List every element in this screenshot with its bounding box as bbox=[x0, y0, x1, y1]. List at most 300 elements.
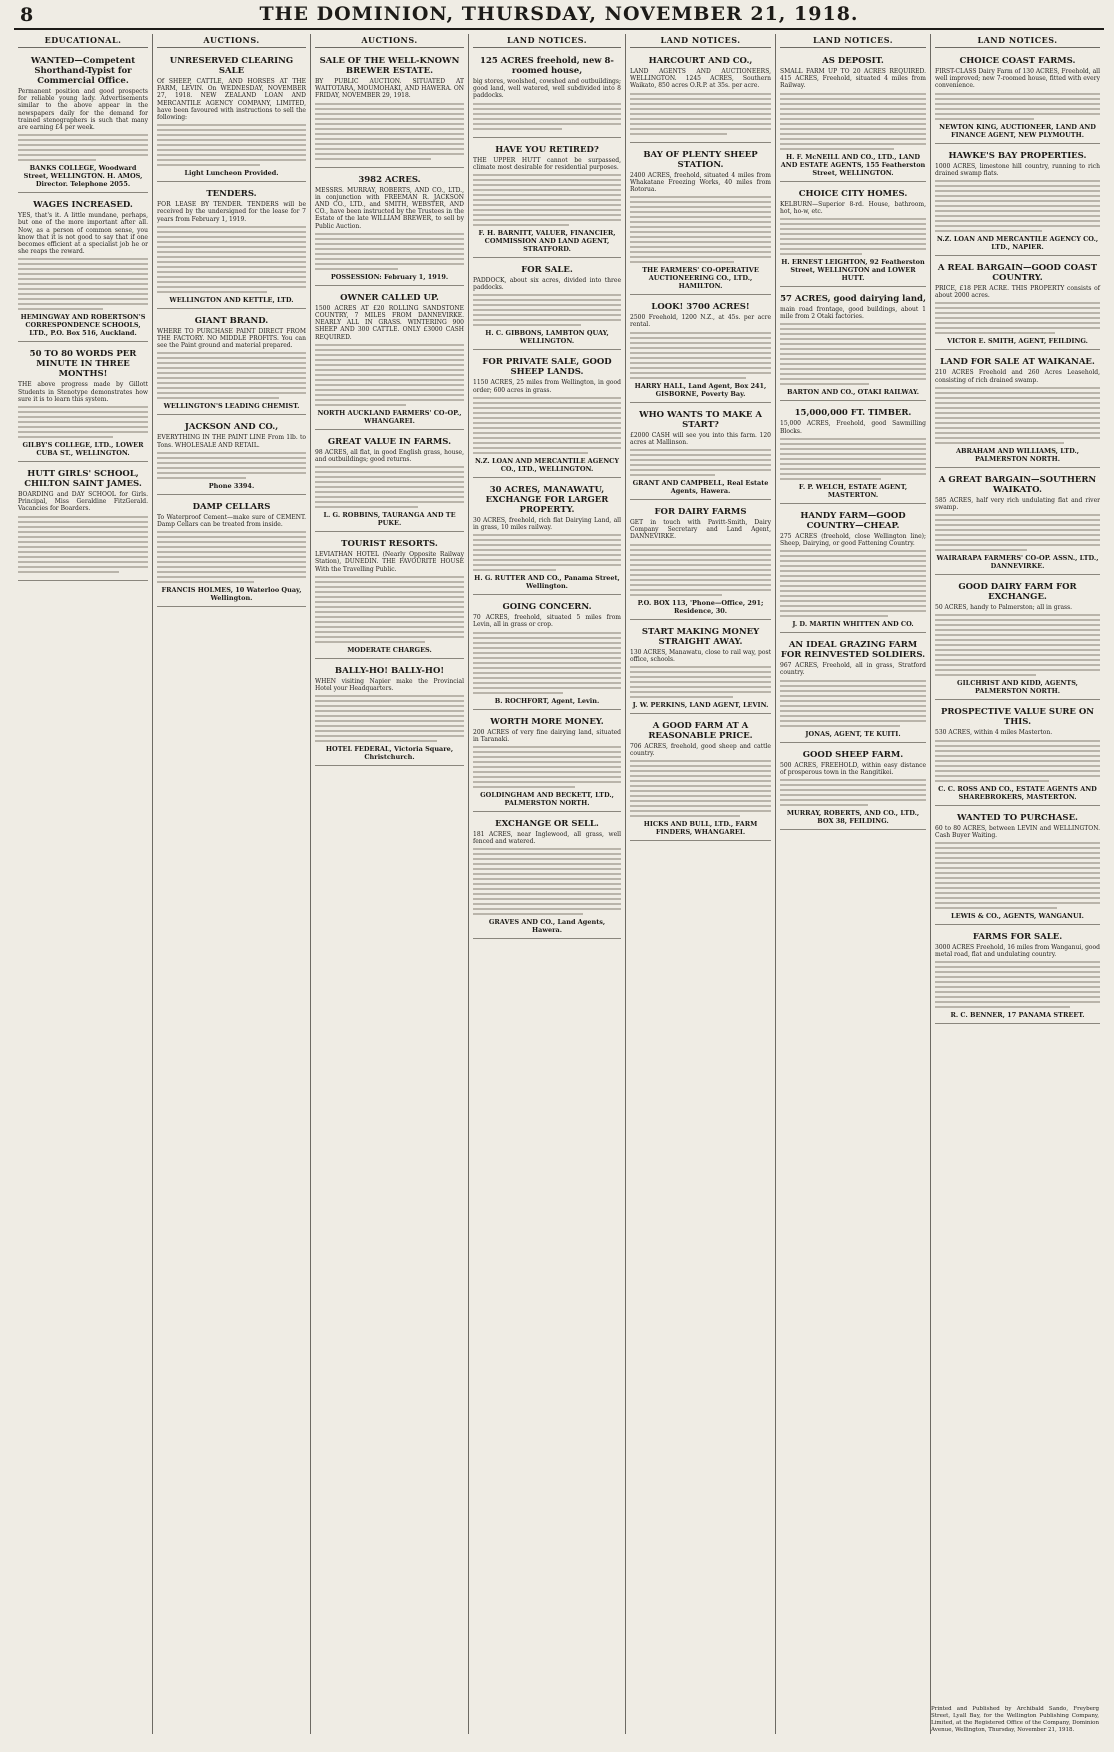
text-line bbox=[473, 319, 621, 321]
text-line bbox=[315, 606, 464, 608]
text-line bbox=[473, 903, 621, 905]
advertisement bbox=[473, 815, 621, 939]
text-line bbox=[630, 241, 771, 243]
text-line bbox=[18, 144, 148, 146]
text-line bbox=[630, 464, 771, 466]
text-line bbox=[935, 93, 1100, 95]
text-line bbox=[935, 862, 1100, 864]
text-line bbox=[473, 437, 621, 439]
ad-headline: LOOK! 3700 ACRES! bbox=[651, 302, 750, 313]
text-line bbox=[780, 338, 926, 340]
text-line bbox=[473, 888, 621, 890]
text-line bbox=[780, 323, 926, 325]
text-line bbox=[780, 478, 881, 480]
text-line bbox=[780, 710, 926, 712]
text-line bbox=[630, 362, 771, 364]
ad-headline: HUTT GIRLS' SCHOOL, CHILTON SAINT JAMES. bbox=[24, 469, 142, 490]
text-line bbox=[473, 559, 621, 561]
text-line bbox=[935, 514, 1100, 516]
text-line bbox=[473, 204, 621, 206]
text-line bbox=[315, 496, 464, 498]
text-line bbox=[780, 705, 926, 707]
ad-body: LEVIATHAN HOTEL (Nearly Opposite Railway Station), DUNEDIN. THE FAVOURITE HOUSE With the Travelling Public. bbox=[315, 551, 464, 573]
text-line bbox=[780, 595, 926, 597]
ad-signature: GILBY'S COLLEGE, LTD., LOWER CUBA ST., WELLINGTON. bbox=[22, 441, 144, 458]
ad-body: 275 ACRES (freehold, close Wellington line); Sheep, Dairying, or good Fattening Country. bbox=[780, 532, 926, 548]
text-line bbox=[630, 666, 771, 668]
text-line bbox=[935, 674, 1036, 676]
ad-body: 181 ACRES, near Inglewood, all grass, well fenced and watered. bbox=[473, 831, 621, 846]
text-line bbox=[630, 671, 771, 673]
text-line bbox=[315, 506, 418, 508]
ad-headline: WAGES INCREASED. bbox=[33, 200, 133, 211]
advertisement bbox=[473, 598, 621, 709]
text-line bbox=[780, 383, 869, 385]
text-line bbox=[935, 669, 1100, 671]
text-line bbox=[935, 981, 1100, 983]
text-line bbox=[315, 148, 464, 150]
advertisement bbox=[473, 713, 621, 812]
text-line bbox=[18, 416, 148, 418]
text-line bbox=[630, 256, 771, 258]
text-line bbox=[315, 123, 464, 125]
text-line bbox=[935, 842, 1100, 844]
text-line bbox=[18, 134, 148, 136]
text-line bbox=[630, 211, 771, 213]
text-line bbox=[935, 108, 1100, 110]
text-line bbox=[935, 113, 1100, 115]
text-line bbox=[18, 139, 148, 141]
advertisement bbox=[630, 146, 771, 296]
text-line bbox=[473, 402, 621, 404]
text-line bbox=[157, 452, 306, 454]
text-line bbox=[315, 394, 464, 396]
text-line bbox=[780, 784, 926, 786]
ad-body: 15,000 ACRES, Freehold, good Sawmilling Blocks. bbox=[780, 420, 926, 435]
ad-body: big stores, woolshed, cowshed and outbuildings; good land, well watered, well subdivided into 8 paddocks. bbox=[473, 78, 621, 100]
text-line bbox=[315, 379, 464, 381]
ad-signature: WELLINGTON'S LEADING CHEMIST. bbox=[163, 402, 300, 411]
ad-headline: FOR PRIVATE SALE, GOOD SHEEP LANDS. bbox=[482, 357, 612, 378]
text-line bbox=[935, 740, 1100, 742]
text-line bbox=[473, 209, 621, 211]
ad-signature: GRANT AND CAMPBELL, Real Estate Agents, Hawera. bbox=[632, 479, 769, 496]
text-line bbox=[473, 407, 621, 409]
ad-signature: WELLINGTON AND KETTLE, LTD. bbox=[169, 295, 294, 304]
text-line bbox=[315, 238, 464, 240]
text-line bbox=[473, 309, 621, 311]
ad-body: 50 ACRES, handy to Palmerston; all in grass. bbox=[935, 604, 1073, 612]
section-heading: LAND NOTICES. bbox=[473, 34, 621, 48]
ad-signature: WAIRARAPA FARMERS' CO-OP. ASSN., LTD., DANNEVIRKE. bbox=[936, 554, 1099, 571]
ad-text-lines bbox=[780, 779, 926, 806]
text-line bbox=[18, 431, 148, 433]
text-line bbox=[935, 745, 1100, 747]
ad-headline: 3982 ACRES. bbox=[358, 174, 421, 185]
text-line bbox=[780, 680, 926, 682]
text-line bbox=[473, 427, 621, 429]
ad-headline: 57 ACRES, good dairying land, bbox=[780, 294, 926, 305]
text-line bbox=[630, 579, 771, 581]
text-line bbox=[18, 411, 148, 413]
text-line bbox=[780, 690, 926, 692]
text-line bbox=[780, 343, 926, 345]
ad-signature: Light Luncheon Provided. bbox=[184, 169, 279, 178]
text-line bbox=[473, 189, 621, 191]
ad-headline: WORTH MORE MONEY. bbox=[490, 716, 604, 727]
text-line bbox=[935, 332, 1055, 334]
text-line bbox=[935, 966, 1100, 968]
advertisement bbox=[780, 507, 926, 633]
text-line bbox=[473, 746, 621, 748]
ad-headline: SALE OF THE WELL-KNOWN BREWER ESTATE. bbox=[319, 56, 460, 76]
text-line bbox=[780, 555, 926, 557]
ad-headline: TENDERS. bbox=[206, 189, 257, 200]
text-line bbox=[935, 529, 1100, 531]
text-line bbox=[473, 103, 621, 105]
text-line bbox=[315, 730, 464, 732]
ad-signature: GOLDINGHAM AND BECKETT, LTD., PALMERSTON NORTH. bbox=[480, 791, 614, 808]
text-line bbox=[780, 373, 926, 375]
ad-text-lines bbox=[780, 550, 926, 617]
advertisement bbox=[935, 353, 1100, 467]
text-line bbox=[473, 442, 621, 444]
ad-text-lines bbox=[473, 294, 621, 326]
text-line bbox=[157, 251, 306, 253]
text-line bbox=[473, 417, 621, 419]
text-line bbox=[18, 303, 148, 305]
text-line bbox=[157, 144, 306, 146]
text-line bbox=[18, 571, 119, 573]
ad-body: 706 ACRES, freehold, good sheep and cattle country. bbox=[630, 743, 771, 758]
text-line bbox=[473, 422, 621, 424]
text-line bbox=[780, 720, 926, 722]
ad-signature: F. P. WELCH, ESTATE AGENT, MASTERTON. bbox=[798, 482, 908, 499]
text-line bbox=[473, 564, 621, 566]
text-line bbox=[630, 347, 771, 349]
ad-body: 98 ACRES, all flat, in good English grass, house, and outbuildings; good returns. bbox=[315, 448, 464, 464]
text-line bbox=[630, 367, 771, 369]
text-line bbox=[630, 372, 771, 374]
ad-body: 210 ACRES Freehold and 260 Acres Leasehold, consisting of rich drained swamp. bbox=[935, 369, 1100, 384]
text-line bbox=[315, 695, 464, 697]
text-line bbox=[630, 357, 771, 359]
text-line bbox=[315, 399, 464, 401]
text-line bbox=[315, 591, 464, 593]
text-line bbox=[935, 659, 1100, 661]
ad-signature: H. C. GIBBONS, LAMBTON QUAY, WELLINGTON. bbox=[485, 329, 609, 346]
text-line bbox=[630, 261, 734, 263]
ad-signature: P.O. BOX 113, 'Phone—Office, 291; Residence, 30. bbox=[637, 598, 764, 615]
text-line bbox=[157, 467, 306, 469]
ad-text-lines bbox=[935, 614, 1100, 676]
text-line bbox=[473, 647, 621, 649]
text-line bbox=[315, 233, 464, 235]
text-line bbox=[780, 565, 926, 567]
text-line bbox=[473, 863, 621, 865]
ad-signature: N.Z. LOAN AND MERCANTILE AGENCY CO., LTD., NAPIER. bbox=[936, 235, 1099, 252]
ad-body: Permanent position and good prospects for reliable young lady. Advertisements similar to the above appear in the newspapers daily for the demand for trained stenographers is such that many are earning £4 per week. bbox=[18, 88, 148, 132]
ad-body: THE UPPER HUTT cannot be surpassed, climate most desirable for residential purposes. bbox=[473, 156, 621, 171]
text-line bbox=[780, 98, 926, 100]
text-line bbox=[473, 692, 563, 694]
text-line bbox=[630, 795, 771, 797]
text-line bbox=[780, 458, 926, 460]
text-line bbox=[315, 611, 464, 613]
text-line bbox=[157, 357, 306, 359]
ad-body: main road frontage, good buildings, about 1 mile from 2 Otaki factories. bbox=[780, 306, 926, 321]
ad-signature: VICTOR E. SMITH, AGENT, FEILDING. bbox=[947, 337, 1088, 346]
text-line bbox=[315, 581, 464, 583]
text-line bbox=[780, 453, 926, 455]
text-line bbox=[157, 236, 306, 238]
text-line bbox=[630, 103, 771, 105]
ad-signature: HOTEL FEDERAL, Victoria Square, Christchurch. bbox=[325, 745, 454, 762]
text-line bbox=[630, 246, 771, 248]
text-line bbox=[935, 549, 1027, 551]
advertisement bbox=[18, 345, 148, 462]
advertisement bbox=[315, 171, 464, 286]
text-line bbox=[935, 412, 1100, 414]
text-line bbox=[935, 755, 1100, 757]
text-line bbox=[315, 576, 464, 578]
text-line bbox=[315, 384, 464, 386]
text-line bbox=[630, 454, 771, 456]
text-line bbox=[473, 294, 621, 296]
text-line bbox=[935, 887, 1100, 889]
text-line bbox=[780, 138, 926, 140]
text-line bbox=[157, 546, 306, 548]
text-line bbox=[157, 531, 306, 533]
ad-text-lines bbox=[935, 93, 1100, 120]
ad-text-lines bbox=[315, 103, 464, 160]
ad-headline: PROSPECTIVE VALUE SURE ON THIS. bbox=[940, 707, 1095, 728]
text-line bbox=[935, 387, 1100, 389]
advertisement bbox=[315, 662, 464, 766]
text-line bbox=[157, 477, 246, 479]
ad-signature: H. F. McNEILL AND CO., LTD., LAND AND ESTATE AGENTS, 155 Featherston Street, WELLINGTON. bbox=[780, 152, 926, 177]
text-line bbox=[780, 615, 888, 617]
text-line bbox=[473, 858, 621, 860]
text-line bbox=[18, 159, 96, 161]
text-line bbox=[780, 238, 926, 240]
advertisement bbox=[780, 290, 926, 401]
ad-headline: A REAL BARGAIN—GOOD COAST COUNTRY. bbox=[937, 263, 1098, 284]
ad-headline: CHOICE COAST FARMS. bbox=[959, 56, 1076, 66]
text-line bbox=[630, 770, 771, 772]
ad-headline: A GREAT BARGAIN—SOUTHERN WAIKATO. bbox=[938, 474, 1097, 495]
ad-signature: LEWIS & CO., AGENTS, WANGANUI. bbox=[951, 912, 1084, 921]
text-line bbox=[315, 374, 464, 376]
text-line bbox=[157, 226, 306, 228]
text-line bbox=[315, 158, 431, 160]
text-line bbox=[780, 103, 926, 105]
text-line bbox=[473, 637, 621, 639]
text-line bbox=[935, 534, 1100, 536]
ad-text-lines bbox=[473, 103, 621, 130]
text-line bbox=[780, 348, 926, 350]
ad-headline: EXCHANGE OR SELL. bbox=[495, 819, 599, 830]
text-line bbox=[473, 662, 621, 664]
text-line bbox=[935, 649, 1100, 651]
text-line bbox=[315, 113, 464, 115]
text-line bbox=[315, 735, 464, 737]
text-line bbox=[935, 1001, 1100, 1003]
text-line bbox=[315, 243, 464, 245]
ad-body: 585 ACRES, half very rich undulating flat and river swamp. bbox=[935, 496, 1100, 512]
ad-signature: B. ROCHFORT, Agent, Levin. bbox=[494, 696, 600, 705]
advertisement bbox=[315, 52, 464, 168]
text-line bbox=[473, 672, 621, 674]
text-line bbox=[315, 601, 464, 603]
ad-text-lines bbox=[157, 226, 306, 293]
text-line bbox=[935, 634, 1100, 636]
text-line bbox=[473, 179, 621, 181]
ad-body: SMALL FARM UP TO 20 ACRES REQUIRED. 415 ACRES, Freehold, situated 4 miles from Railway. bbox=[780, 68, 926, 90]
text-line bbox=[630, 686, 771, 688]
ad-text-lines bbox=[630, 544, 771, 596]
ad-headline: START MAKING MONEY STRAIGHT AWAY. bbox=[641, 626, 760, 647]
text-line bbox=[630, 800, 771, 802]
text-line bbox=[315, 138, 464, 140]
advertisement bbox=[18, 465, 148, 581]
text-line bbox=[780, 93, 926, 95]
ad-signature: L. G. ROBBINS, TAURANGA AND TE PUKE. bbox=[323, 511, 456, 528]
text-line bbox=[780, 253, 862, 255]
text-line bbox=[157, 397, 279, 399]
ad-body: FIRST-CLASS Dairy Farm of 130 ACRES, Freehold, all well improved; new 7-roomed house, fitted with every convenience. bbox=[935, 68, 1100, 90]
text-line bbox=[315, 501, 464, 503]
text-line bbox=[630, 696, 733, 698]
text-line bbox=[780, 695, 926, 697]
text-line bbox=[315, 700, 464, 702]
text-line bbox=[780, 725, 900, 727]
ad-signature: HEMINGWAY AND ROBERTSON'S CORRESPONDENCE SCHOOLS, LTD., P.O. Box 516, Auckland. bbox=[20, 313, 146, 338]
text-line bbox=[935, 760, 1100, 762]
ad-body: £2000 CASH will see you into this farm. 120 acres at Mallinson. bbox=[630, 431, 771, 446]
text-line bbox=[630, 681, 771, 683]
ad-headline: GREAT VALUE IN FARMS. bbox=[327, 436, 452, 447]
text-line bbox=[18, 278, 148, 280]
text-line bbox=[18, 436, 113, 438]
text-line bbox=[157, 256, 306, 258]
text-line bbox=[473, 898, 621, 900]
ad-signature: GRAVES AND CO., Land Agents, Hawera. bbox=[488, 918, 606, 935]
ad-body: WHEN visiting Napier make the Provincial Hotel your Headquarters. bbox=[315, 677, 464, 693]
ad-headline: BAY OF PLENTY SHEEP STATION. bbox=[643, 149, 758, 170]
text-line bbox=[473, 766, 621, 768]
ad-body: 30 ACRES, freehold, rich flat Dairying Land, all in grass, 10 miles railway. bbox=[473, 516, 621, 532]
text-line bbox=[18, 293, 148, 295]
text-line bbox=[935, 971, 1100, 973]
ad-signature: MURRAY, ROBERTS, AND CO., LTD., BOX 38, FEILDING. bbox=[786, 809, 920, 826]
text-line bbox=[780, 605, 926, 607]
text-line bbox=[935, 195, 1100, 197]
text-line bbox=[935, 215, 1100, 217]
text-line bbox=[935, 407, 1100, 409]
text-line bbox=[630, 810, 771, 812]
text-line bbox=[630, 206, 771, 208]
text-line bbox=[630, 544, 771, 546]
ad-body: 200 ACRES of very fine dairying land, situated in Taranaki. bbox=[473, 728, 621, 743]
ad-text-lines bbox=[473, 397, 621, 454]
text-line bbox=[630, 231, 771, 233]
text-line bbox=[157, 266, 306, 268]
ad-body: 2400 ACRES, freehold, situated 4 miles from Whakatane Freezing Works, 40 miles from Rotorua. bbox=[630, 171, 771, 194]
ad-body: 3000 ACRES Freehold, 16 miles from Wanganui, good metal road, flat and undulating country. bbox=[935, 944, 1100, 959]
text-line bbox=[473, 194, 621, 196]
text-line bbox=[473, 652, 621, 654]
ad-body: PRICE, £18 PER ACRE. THIS PROPERTY consists of about 2000 acres. bbox=[935, 285, 1100, 300]
text-line bbox=[935, 1006, 1070, 1008]
text-line bbox=[473, 781, 621, 783]
advertisement bbox=[630, 298, 771, 402]
text-line bbox=[157, 457, 306, 459]
advertisement bbox=[473, 481, 621, 595]
ad-text-lines bbox=[935, 514, 1100, 551]
ad-signature: NORTH AUCKLAND FARMERS' CO-OP., WHANGAREI. bbox=[317, 408, 462, 425]
text-line bbox=[630, 574, 771, 576]
ad-headline: BALLY-HO! BALLY-HO! bbox=[334, 665, 445, 676]
advertisement bbox=[935, 259, 1100, 350]
text-line bbox=[315, 705, 464, 707]
text-line bbox=[473, 304, 621, 306]
text-line bbox=[780, 113, 926, 115]
imprint: Printed and Published by Archibald Sando, Freyberg Street, Lyall Bay, for the Wellington Publishing Company, Limited, at the Registered Office of the Company, Dominion Avenue, Wellington, Thursday, November 21, 1918. bbox=[931, 1706, 1099, 1733]
text-line bbox=[157, 139, 306, 141]
text-line bbox=[157, 541, 306, 543]
text-line bbox=[473, 324, 581, 326]
text-line bbox=[18, 561, 148, 563]
text-line bbox=[780, 700, 926, 702]
text-line bbox=[18, 521, 148, 523]
text-line bbox=[473, 534, 621, 536]
ad-signature: HICKS AND BULL, LTD., FARM FINDERS, WHANGAREI. bbox=[643, 820, 758, 837]
ad-body: YES, that's it. A little mundane, perhaps, but one of the more important after all. Now, as a person of common sense, you know that it is not good to say that if one becomes efficient at a specialist job he or she reaps the reward. bbox=[18, 212, 148, 256]
ad-headline: GOING CONCERN. bbox=[502, 602, 592, 613]
advertisement bbox=[935, 809, 1100, 925]
advertisement bbox=[630, 503, 771, 620]
ad-signature: J. W. PERKINS, LAND AGENT, LEVIN. bbox=[632, 701, 769, 710]
advertisement bbox=[935, 471, 1100, 575]
text-line bbox=[780, 580, 926, 582]
text-line bbox=[157, 581, 254, 583]
text-line bbox=[315, 481, 464, 483]
ad-headline: 50 TO 80 WORDS PER MINUTE IN THREE MONTHS! bbox=[29, 349, 137, 380]
text-line bbox=[935, 897, 1100, 899]
text-line bbox=[935, 185, 1100, 187]
section-heading: LAND NOTICES. bbox=[780, 34, 926, 48]
ad-signature: J. D. MARTIN WHITTEN AND CO. bbox=[792, 620, 914, 629]
text-line bbox=[780, 438, 926, 440]
text-line bbox=[630, 93, 771, 95]
text-line bbox=[935, 103, 1100, 105]
text-line bbox=[780, 575, 926, 577]
text-line bbox=[18, 516, 148, 518]
ad-body: BY PUBLIC AUCTION. SITUATED AT WAITOTARA, MOUMOHAKI, AND HAWERA. ON FRIDAY, NOVEMBER 29, 1918. bbox=[315, 78, 464, 100]
text-line bbox=[780, 794, 926, 796]
ad-headline: GIANT BRAND. bbox=[194, 315, 269, 326]
text-line bbox=[935, 210, 1100, 212]
ad-signature: NEWTON KING, AUCTIONEER, LAND AND FINANCE AGENT, NEW PLYMOUTH. bbox=[939, 122, 1096, 139]
text-line bbox=[630, 775, 771, 777]
text-line bbox=[630, 108, 771, 110]
text-line bbox=[630, 98, 771, 100]
text-line bbox=[18, 541, 148, 543]
text-line bbox=[780, 118, 926, 120]
ad-body: 1000 ACRES, limestone hill country, running to rich drained swamp flats. bbox=[935, 162, 1100, 177]
text-line bbox=[780, 223, 926, 225]
